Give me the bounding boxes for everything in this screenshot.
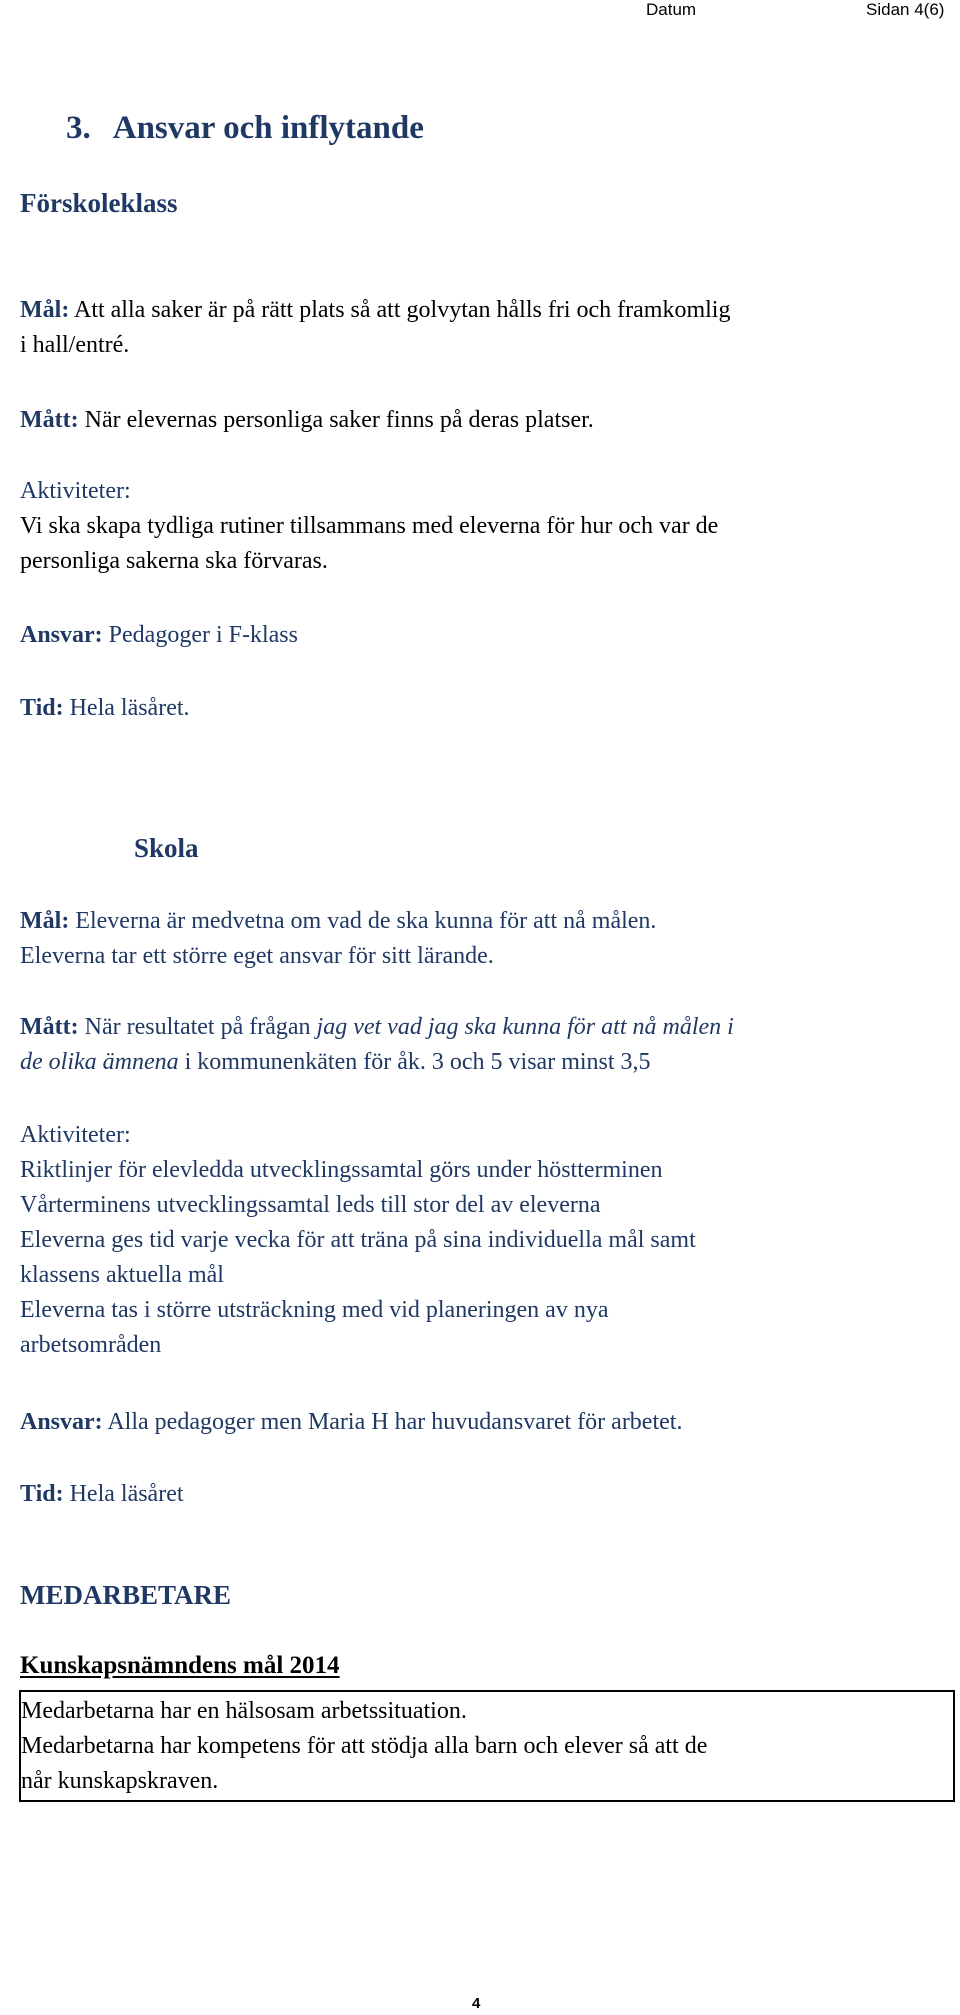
forskoleklass-mal-line1: [20, 293, 730, 328]
matt-text: När elevernas personliga saker finns på deras platser.: [78, 407, 594, 433]
skola-ansvar-label: Ansvar:: [20, 1409, 103, 1435]
skola-mal-label: Mål:: [20, 908, 70, 934]
kunskapsnamnden-goals-box: [19, 1690, 955, 1802]
header-date: Datum: [646, 0, 697, 19]
forskoleklass-mal-line2: i hall/entré.: [20, 332, 130, 358]
footer-page-number: 4: [472, 1995, 481, 2012]
skola-matt: [20, 1010, 734, 1080]
skola-matt-post: i kommunenkäten för åk. 3 och 5 visar minst 3,5: [178, 1049, 651, 1075]
skola-aktivitet-line: klassens aktuella mål: [20, 1262, 224, 1288]
forskoleklass-aktiviteter: [20, 474, 718, 579]
matt-label: Mått:: [20, 407, 79, 433]
skola-mal: [20, 904, 656, 974]
skola-matt-question2: de olika ämnena: [20, 1049, 179, 1075]
ansvar-text: Pedagoger i F-klass: [102, 622, 298, 648]
skola-aktivitet-line: Eleverna ges tid varje vecka för att träna på sina individuella mål samt: [20, 1227, 696, 1253]
skola-matt-question1: jag vet vad jag ska kunna för att nå målen i: [316, 1014, 734, 1040]
forskoleklass-mal: [20, 293, 730, 363]
aktiviteter-label: Aktiviteter:: [20, 478, 131, 504]
skola-mal-text: Eleverna är medvetna om vad de ska kunna för att nå målen.: [69, 908, 657, 934]
mal-text: Att alla saker är på rätt plats så att golvytan hålls fri och framkomlig: [69, 297, 731, 323]
section-title: [66, 110, 424, 147]
skola-ansvar-text: Alla pedagoger men Maria H har huvudansvaret för arbetet.: [102, 1409, 683, 1435]
skola-matt-label: Mått:: [20, 1014, 79, 1040]
goal-line: Medarbetarna har en hälsosam arbetssituation.: [21, 1698, 467, 1724]
skola-matt-pre: När resultatet på frågan: [78, 1014, 317, 1040]
skola-matt-line1: [20, 1010, 734, 1045]
header-page-indicator: Sidan 4(6): [866, 0, 945, 19]
skola-ansvar: [20, 1405, 682, 1440]
skola-matt-line2: [20, 1045, 734, 1080]
page-header: [0, 0, 960, 24]
skola-aktiviteter: [20, 1118, 696, 1363]
section-title-text: Ansvar och inflytande: [112, 110, 424, 146]
skola-heading: Skola: [134, 833, 199, 863]
skola-tid: [20, 1477, 184, 1512]
aktiviteter-line1: Vi ska skapa tydliga rutiner tillsammans med eleverna för hur och var de: [20, 513, 719, 539]
mal-label: Mål:: [20, 297, 70, 323]
forskoleklass-heading: Förskoleklass: [20, 188, 178, 218]
section-number: 3.: [66, 110, 91, 146]
kunskapsnamnden-heading: Kunskapsnämndens mål 2014: [20, 1652, 340, 1679]
ansvar-label: Ansvar:: [20, 622, 103, 648]
skola-tid-label: Tid:: [20, 1481, 64, 1507]
aktiviteter-line2: personliga sakerna ska förvaras.: [20, 548, 328, 574]
skola-aktivitet-line: Riktlinjer för elevledda utvecklingssamtal görs under höstterminen: [20, 1157, 663, 1183]
skola-mal-line1: [20, 904, 656, 939]
skola-aktivitet-line: Vårterminens utvecklingssamtal leds till stor del av eleverna: [20, 1192, 601, 1218]
skola-mal-line2: Eleverna tar ett större eget ansvar för sitt lärande.: [20, 943, 494, 969]
forskoleklass-ansvar: [20, 618, 298, 653]
skola-tid-text: Hela läsåret: [63, 1481, 184, 1507]
goal-line: når kunskapskraven.: [21, 1768, 219, 1794]
skola-aktiviteter-label: Aktiviteter:: [20, 1122, 131, 1148]
tid-label: Tid:: [20, 695, 64, 721]
forskoleklass-tid: [20, 691, 190, 726]
medarbetare-heading: MEDARBETARE: [20, 1580, 232, 1610]
forskoleklass-matt: [20, 403, 594, 438]
goal-line: Medarbetarna har kompetens för att stödja alla barn och elever så att de: [21, 1733, 708, 1759]
skola-aktivitet-line: arbetsområden: [20, 1332, 162, 1358]
tid-text: Hela läsåret.: [63, 695, 190, 721]
skola-aktivitet-line: Eleverna tas i större utsträckning med vid planeringen av nya: [20, 1297, 609, 1323]
